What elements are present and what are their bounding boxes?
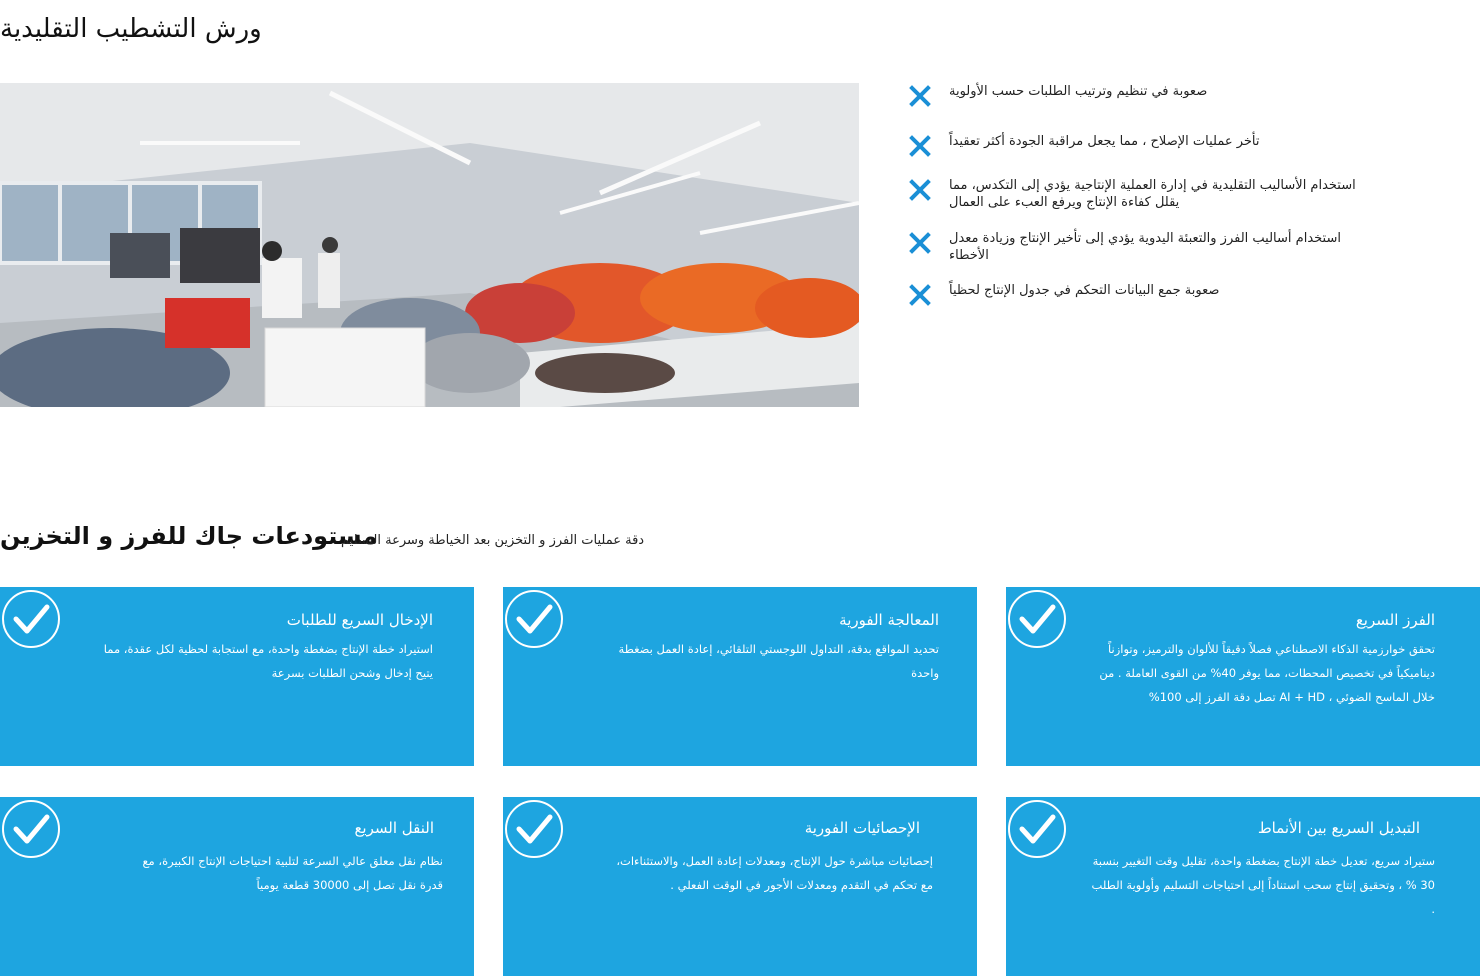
feature-card-fast-sorting [1006, 587, 1480, 766]
issue-text: صعوبة في تنظيم وترتيب الطلبات حسب الأولوية [949, 84, 1208, 99]
section-title-traditional-workshops: ورش التشطيب التقليدية [0, 14, 262, 44]
issue-text: استخدام الأساليب التقليدية في إدارة العملية الإنتاجية يؤدي إلى التكدس، مما يقلل كفاءة الإنتاج ويرفع العبء على العمال [949, 178, 1356, 210]
close-icon [905, 280, 935, 310]
issue-item [905, 282, 1375, 310]
checkmark-circle-icon [504, 799, 564, 859]
checkmark-circle-icon [504, 589, 564, 649]
section-title-jack-warehouses: مستودعات جاك للفرز و التخزين [0, 522, 378, 550]
card-title: النقل السريع [354, 819, 434, 837]
feature-card-fast-style-switch [1006, 797, 1480, 976]
feature-card-instant-statistics [503, 797, 977, 976]
close-icon [905, 81, 935, 111]
feature-card-instant-processing [503, 587, 977, 766]
card-title: الفرز السريع [1355, 611, 1435, 629]
close-icon [905, 228, 935, 258]
issue-text: تأخر عمليات الإصلاح ، مما يجعل مراقبة الجودة أكثر تعقيداً [949, 134, 1260, 149]
close-icon [905, 175, 935, 205]
issue-text: استخدام أساليب الفرز والتعبئة اليدوية يؤدي إلى تأخير الإنتاج وزيادة معدل الأخطاء [949, 231, 1341, 263]
issue-item [905, 177, 1375, 211]
card-body: إحصائيات مباشرة حول الإنتاج، ومعدلات إعادة العمل، والاستثناءات، مع تحكم في التقدم ومعدلات الأجور في الوقت الفعلي . [616, 854, 933, 892]
card-title: الإحصائيات الفورية [804, 819, 920, 837]
checkmark-circle-icon [1, 799, 61, 859]
card-title: الإدخال السريع للطلبات [286, 611, 433, 629]
card-body: تحديد المواقع بدقة، التداول اللوجستي التلقائي، إعادة العمل بضغطة واحدة [618, 642, 939, 680]
card-body: تحقق خوارزمية الذكاء الاصطناعي فصلاً دقيقاً للألوان والترميز، وتوازناً ديناميكياً في تخصيص المحطات، مما يوفر 40% من القوى العاملة . من خلال الماسح الضوئي ، AI + HD تصل دقة الفرز إلى 100% [1099, 642, 1435, 704]
workshop-photo [0, 83, 859, 407]
issue-item [905, 230, 1375, 264]
card-body: نظام نقل معلق عالي السرعة لتلبية احتياجات الإنتاج الكبيرة، مع قدرة نقل تصل إلى 30000 قطعة يومياً [142, 854, 443, 892]
close-icon [905, 131, 935, 161]
checkmark-circle-icon [1, 589, 61, 649]
card-body: ستيراد سريع، تعديل خطة الإنتاج بضغطة واحدة، تقليل وقت التغيير بنسبة 30 % ، وتحقيق إنتاج سحب استناداً إلى احتياجات التسليم وأولوية الطلب . [1091, 854, 1435, 916]
checkmark-circle-icon [1007, 589, 1067, 649]
section-subtitle: دقة عمليات الفرز و التخزين بعد الخياطة وسرعة التسليم [341, 533, 645, 548]
card-body: استيراد خطة الإنتاج بضغطة واحدة، مع استجابة لحظية لكل عقدة، مما يتيح إدخال وشحن الطلبات بسرعة [103, 642, 433, 680]
issue-text: صعوبة جمع البيانات التحكم في جدول الإنتاج لحظياً [949, 283, 1220, 298]
feature-card-fast-transport [0, 797, 474, 976]
issue-item [905, 83, 1375, 111]
checkmark-circle-icon [1007, 799, 1067, 859]
issue-item [905, 133, 1375, 161]
feature-card-fast-order-entry [0, 587, 474, 766]
card-title: التبديل السريع بين الأنماط [1257, 819, 1420, 837]
card-title: المعالجة الفورية [839, 611, 939, 629]
